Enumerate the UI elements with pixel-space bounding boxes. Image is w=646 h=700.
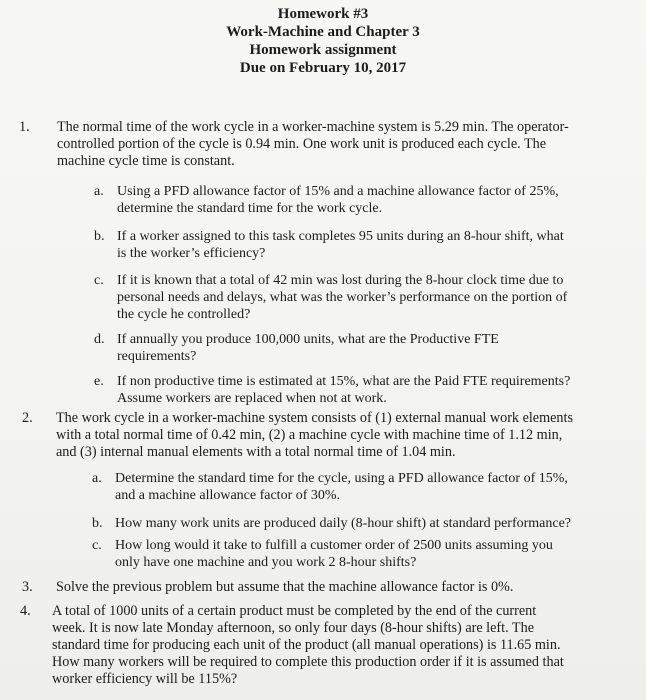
text-line: If annually you produce 100,000 units, what are the Productive FTE — [117, 332, 499, 347]
problem-1-text — [57, 119, 569, 170]
text-line: the cycle he controlled? — [117, 307, 251, 322]
text-line: If it is known that a total of 42 min was lost during the 8-hour clock time due to — [117, 273, 564, 288]
course-subtitle: Work-Machine and Chapter 3 — [226, 24, 420, 40]
part-text — [115, 470, 568, 504]
text-line: worker efficiency will be 115%? — [52, 671, 238, 687]
part-text — [117, 183, 559, 217]
document-header — [0, 5, 646, 77]
part-letter: c. — [94, 273, 104, 288]
part-letter: d. — [94, 332, 105, 347]
problem-4-text — [52, 603, 564, 688]
text-line: Using a PFD allowance factor of 15% and a machine allowance factor of 25%, — [117, 184, 559, 199]
text-line: Solve the previous problem but assume that the machine allowance factor is 0%. — [56, 579, 514, 595]
part-letter: c. — [92, 538, 102, 553]
text-line: controlled portion of the cycle is 0.94 min. One work unit is produced each cycle. The — [57, 136, 547, 152]
homework-title: Homework #3 — [277, 6, 369, 22]
problem-number: 2. — [22, 410, 33, 426]
part-letter: b. — [92, 516, 103, 531]
part-text — [115, 537, 553, 571]
text-line: with a total normal time of 0.42 min, (2) a machine cycle with machine time of 1.12 min, — [56, 427, 563, 443]
text-line: only have one machine and you work 2 8-hour shifts? — [115, 555, 417, 570]
text-line: If non productive time is estimated at 15%, what are the Paid FTE requirements? — [117, 374, 571, 389]
text-line: week. It is now late Monday afternoon, so only four days (8-hour shifts) are left. The — [52, 620, 534, 636]
problem-2-text — [56, 410, 573, 461]
part-text — [115, 515, 571, 532]
part-letter: e. — [94, 374, 104, 389]
part-text — [117, 272, 567, 323]
text-line: How long would it take to fulfill a customer order of 2500 units assuming you — [115, 538, 553, 553]
part-letter: b. — [94, 229, 105, 244]
text-line: The work cycle in a worker-machine system consists of (1) external manual work elements — [56, 410, 573, 426]
text-line: personal needs and delays, what was the worker’s performance on the portion of — [117, 290, 568, 305]
part-text — [117, 373, 570, 407]
part-text — [117, 331, 499, 365]
text-line: If a worker assigned to this task completes 95 units during an 8-hour shift, what — [117, 229, 564, 244]
problem-number: 1. — [19, 119, 30, 135]
problem-number: 4. — [20, 603, 31, 619]
problem-number: 3. — [22, 579, 33, 595]
text-line: The normal time of the work cycle in a worker-machine system is 5.29 min. The operator- — [57, 119, 569, 135]
text-line: How many workers will be required to complete this production order if it is assumed that — [52, 654, 564, 670]
text-line: and (3) internal manual elements with a total normal time of 1.04 min. — [56, 444, 456, 460]
text-line: How many work units are produced daily (8-hour shift) at standard performance? — [115, 516, 572, 531]
text-line: standard time for producing each unit of the product (all manual operations) is 11.65 min. — [52, 637, 561, 653]
text-line: Assume workers are replaced when not at work. — [117, 391, 387, 406]
text-line: determine the standard time for the work cycle. — [117, 201, 383, 216]
part-text — [117, 228, 564, 262]
text-line: machine cycle time is constant. — [57, 153, 235, 169]
text-line: Determine the standard time for the cycle, using a PFD allowance factor of 15%, — [115, 471, 568, 486]
text-line: A total of 1000 units of a certain product must be completed by the end of the current — [52, 603, 537, 619]
part-letter: a. — [92, 471, 102, 486]
assignment-label: Homework assignment — [249, 42, 397, 58]
text-line: and a machine allowance factor of 30%. — [115, 488, 341, 503]
problem-3-text — [56, 579, 513, 596]
text-line: requirements? — [117, 349, 197, 364]
due-date: Due on February 10, 2017 — [239, 60, 407, 76]
part-letter: a. — [94, 184, 104, 199]
text-line: is the worker’s efficiency? — [117, 246, 266, 261]
